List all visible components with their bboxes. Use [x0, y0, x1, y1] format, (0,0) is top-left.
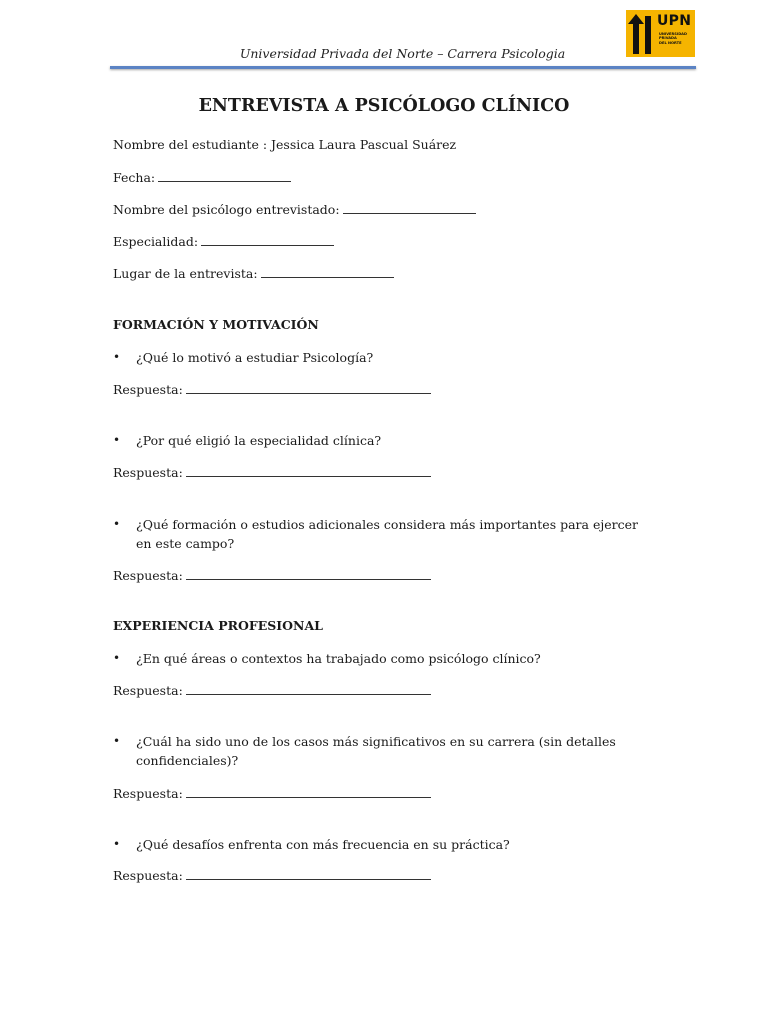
section-title-formacion: FORMACIÓN Y MOTIVACIÓN [113, 317, 319, 332]
logo-subtitle [659, 32, 695, 45]
answer-label: Respuesta: [113, 568, 183, 583]
document-title: ENTREVISTA A PSICÓLOGO CLÍNICO [198, 96, 570, 116]
student-name-label: Nombre del estudiante : [113, 137, 268, 152]
bullet-icon: • [113, 734, 121, 748]
page-header-text: Universidad Privada del Norte – Carrera Psicologia [239, 46, 566, 61]
question-text: ¿Qué desafíos enfrenta con más frecuencia en su práctica? [136, 837, 510, 852]
specialty-blank[interactable] [201, 233, 334, 246]
upn-logo [626, 10, 695, 57]
answer-blank[interactable] [186, 682, 431, 695]
question-text: ¿Qué lo motivó a estudiar Psicología? [136, 350, 374, 365]
question-item [113, 348, 653, 367]
psychologist-name-label: Nombre del psicólogo entrevistado: [113, 202, 340, 217]
section-title-experiencia: EXPERIENCIA PROFESIONAL [113, 618, 323, 633]
answer-line [113, 464, 431, 480]
date-line [113, 169, 291, 185]
answer-label: Respuesta: [113, 868, 183, 883]
answer-blank[interactable] [186, 567, 431, 580]
answer-blank[interactable] [186, 785, 431, 798]
date-label: Fecha: [113, 170, 156, 185]
answer-label: Respuesta: [113, 786, 183, 801]
bullet-icon: • [113, 350, 121, 364]
specialty-label: Especialidad: [113, 234, 199, 249]
answer-line [113, 381, 431, 397]
answer-blank[interactable] [186, 381, 431, 394]
answer-label: Respuesta: [113, 465, 183, 480]
question-text: ¿Cuál ha sido uno de los casos más significativos en su carrera (sin detalles confidenciales)? [136, 734, 616, 768]
question-text: ¿Por qué eligió la especialidad clínica? [136, 433, 382, 448]
answer-line [113, 785, 431, 801]
psychologist-name-blank[interactable] [343, 201, 476, 214]
question-item [113, 835, 653, 854]
logo-line: PRIVADA [659, 36, 677, 41]
bullet-icon: • [113, 651, 121, 665]
logo-line: UNIVERSIDAD [659, 32, 687, 36]
place-blank[interactable] [261, 265, 394, 278]
student-name-value: Jessica Laura Pascual Suárez [271, 137, 457, 152]
bullet-icon: • [113, 517, 121, 531]
answer-line [113, 682, 431, 698]
logo-line: DEL NORTE [659, 40, 682, 45]
answer-line [113, 867, 431, 883]
answer-line [113, 567, 431, 583]
upn-arrow-icon [626, 10, 658, 57]
psychologist-name-line [113, 201, 476, 217]
student-name-line [113, 137, 456, 152]
question-item [113, 431, 653, 450]
date-blank[interactable] [158, 169, 291, 182]
bullet-icon: • [113, 837, 121, 851]
answer-blank[interactable] [186, 464, 431, 477]
logo-word: UPN [657, 13, 692, 29]
bullet-icon: • [113, 433, 121, 447]
question-item [113, 515, 653, 553]
question-item [113, 649, 653, 668]
question-text: ¿Qué formación o estudios adicionales considera más importantes para ejercer en este campo? [136, 517, 638, 551]
place-line [113, 265, 394, 281]
specialty-line [113, 233, 334, 249]
answer-label: Respuesta: [113, 683, 183, 698]
question-item [113, 732, 653, 770]
answer-blank[interactable] [186, 867, 431, 880]
answer-label: Respuesta: [113, 382, 183, 397]
header-rule [110, 66, 696, 69]
place-label: Lugar de la entrevista: [113, 266, 258, 281]
question-text: ¿En qué áreas o contextos ha trabajado como psicólogo clínico? [136, 651, 541, 666]
